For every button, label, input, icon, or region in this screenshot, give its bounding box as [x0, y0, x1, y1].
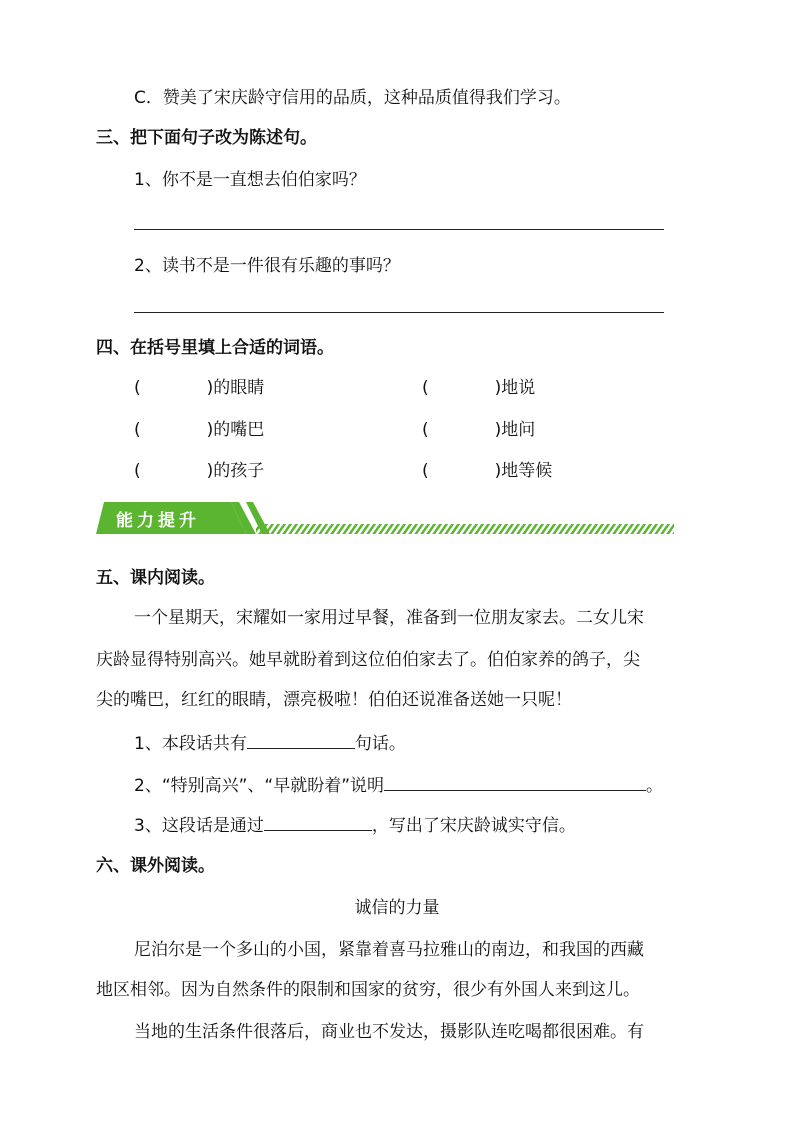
section-3-title: 三、把下面句子改为陈述句。 — [96, 128, 317, 148]
fill-row-1-right — [422, 376, 535, 400]
passage-line: 尼泊尔是一个多山的小国，紧靠着喜马拉雅山的南边，和我国的西藏 — [134, 940, 644, 960]
question-2 — [134, 772, 663, 798]
banner-label: 能力提升 — [116, 510, 200, 531]
fill-right-word: 地说 — [501, 378, 536, 398]
section-3-item-2: 2、读书不是一件很有乐趣的事吗？ — [134, 256, 400, 276]
question-1-text: 1、本段话共有 — [134, 734, 247, 754]
fill-left-word: 的嘴巴 — [213, 420, 265, 440]
question-3-suffix: ，写出了宋庆龄诚实守信。 — [371, 816, 576, 836]
ability-banner — [96, 500, 676, 540]
passage-line: 一个星期天，宋耀如一家用过早餐，准备到一位朋友家去。二女儿宋 — [134, 608, 644, 628]
answer-line-2[interactable] — [134, 312, 664, 313]
story-title: 诚信的力量 — [354, 898, 440, 918]
option-c: C．赞美了宋庆龄守信用的品质，这种品质值得我们学习。 — [134, 88, 571, 108]
question-2-suffix: 。 — [646, 776, 664, 796]
fill-right-word: 地等候 — [501, 461, 553, 481]
fill-blank[interactable]: ( ) — [134, 461, 214, 481]
section-6-title: 六、课外阅读。 — [96, 856, 215, 876]
fill-left-word: 的孩子 — [213, 461, 265, 481]
passage-line: 当地的生活条件很落后，商业也不发达，摄影队连吃喝都很困难。有 — [134, 1022, 644, 1042]
question-3 — [134, 812, 576, 838]
fill-row-3-right — [422, 459, 552, 483]
fill-blank[interactable]: ( ) — [134, 378, 214, 398]
fill-row-3 — [134, 459, 264, 483]
fill-row-2 — [134, 418, 264, 442]
fill-blank[interactable]: ( ) — [422, 378, 502, 398]
fill-blank[interactable]: ( ) — [134, 420, 214, 440]
question-3-text: 3、这段话是通过 — [134, 816, 264, 836]
fill-left-word: 的眼睛 — [213, 378, 265, 398]
section-4-title: 四、在括号里填上合适的词语。 — [96, 338, 334, 358]
answer-blank[interactable] — [247, 730, 355, 749]
fill-right-word: 地问 — [501, 420, 536, 440]
section-5-title: 五、课内阅读。 — [96, 568, 215, 588]
fill-blank[interactable]: ( ) — [422, 420, 502, 440]
passage-line: 尖的嘴巴，红红的眼睛，漂亮极啦！伯伯还说准备送她一只呢！ — [96, 690, 572, 710]
passage-line: 庆龄显得特别高兴。她早就盼着到这位伯伯家去了。伯伯家养的鸽子，尖 — [96, 650, 640, 670]
answer-blank[interactable] — [264, 812, 372, 831]
passage-line: 地区相邻。因为自然条件的限制和国家的贫穷，很少有外国人来到这儿。 — [96, 980, 640, 1000]
question-2-text: 2、“特别高兴”、“早就盼着”说明 — [134, 776, 385, 796]
fill-blank[interactable]: ( ) — [422, 461, 502, 481]
section-3-item-1: 1、你不是一直想去伯伯家吗？ — [134, 170, 366, 190]
question-1 — [134, 730, 406, 756]
fill-row-1 — [134, 376, 264, 400]
answer-line-1[interactable] — [134, 229, 664, 230]
answer-blank[interactable] — [384, 772, 646, 791]
fill-row-2-right — [422, 418, 535, 442]
question-1-suffix: 句话。 — [354, 734, 406, 754]
